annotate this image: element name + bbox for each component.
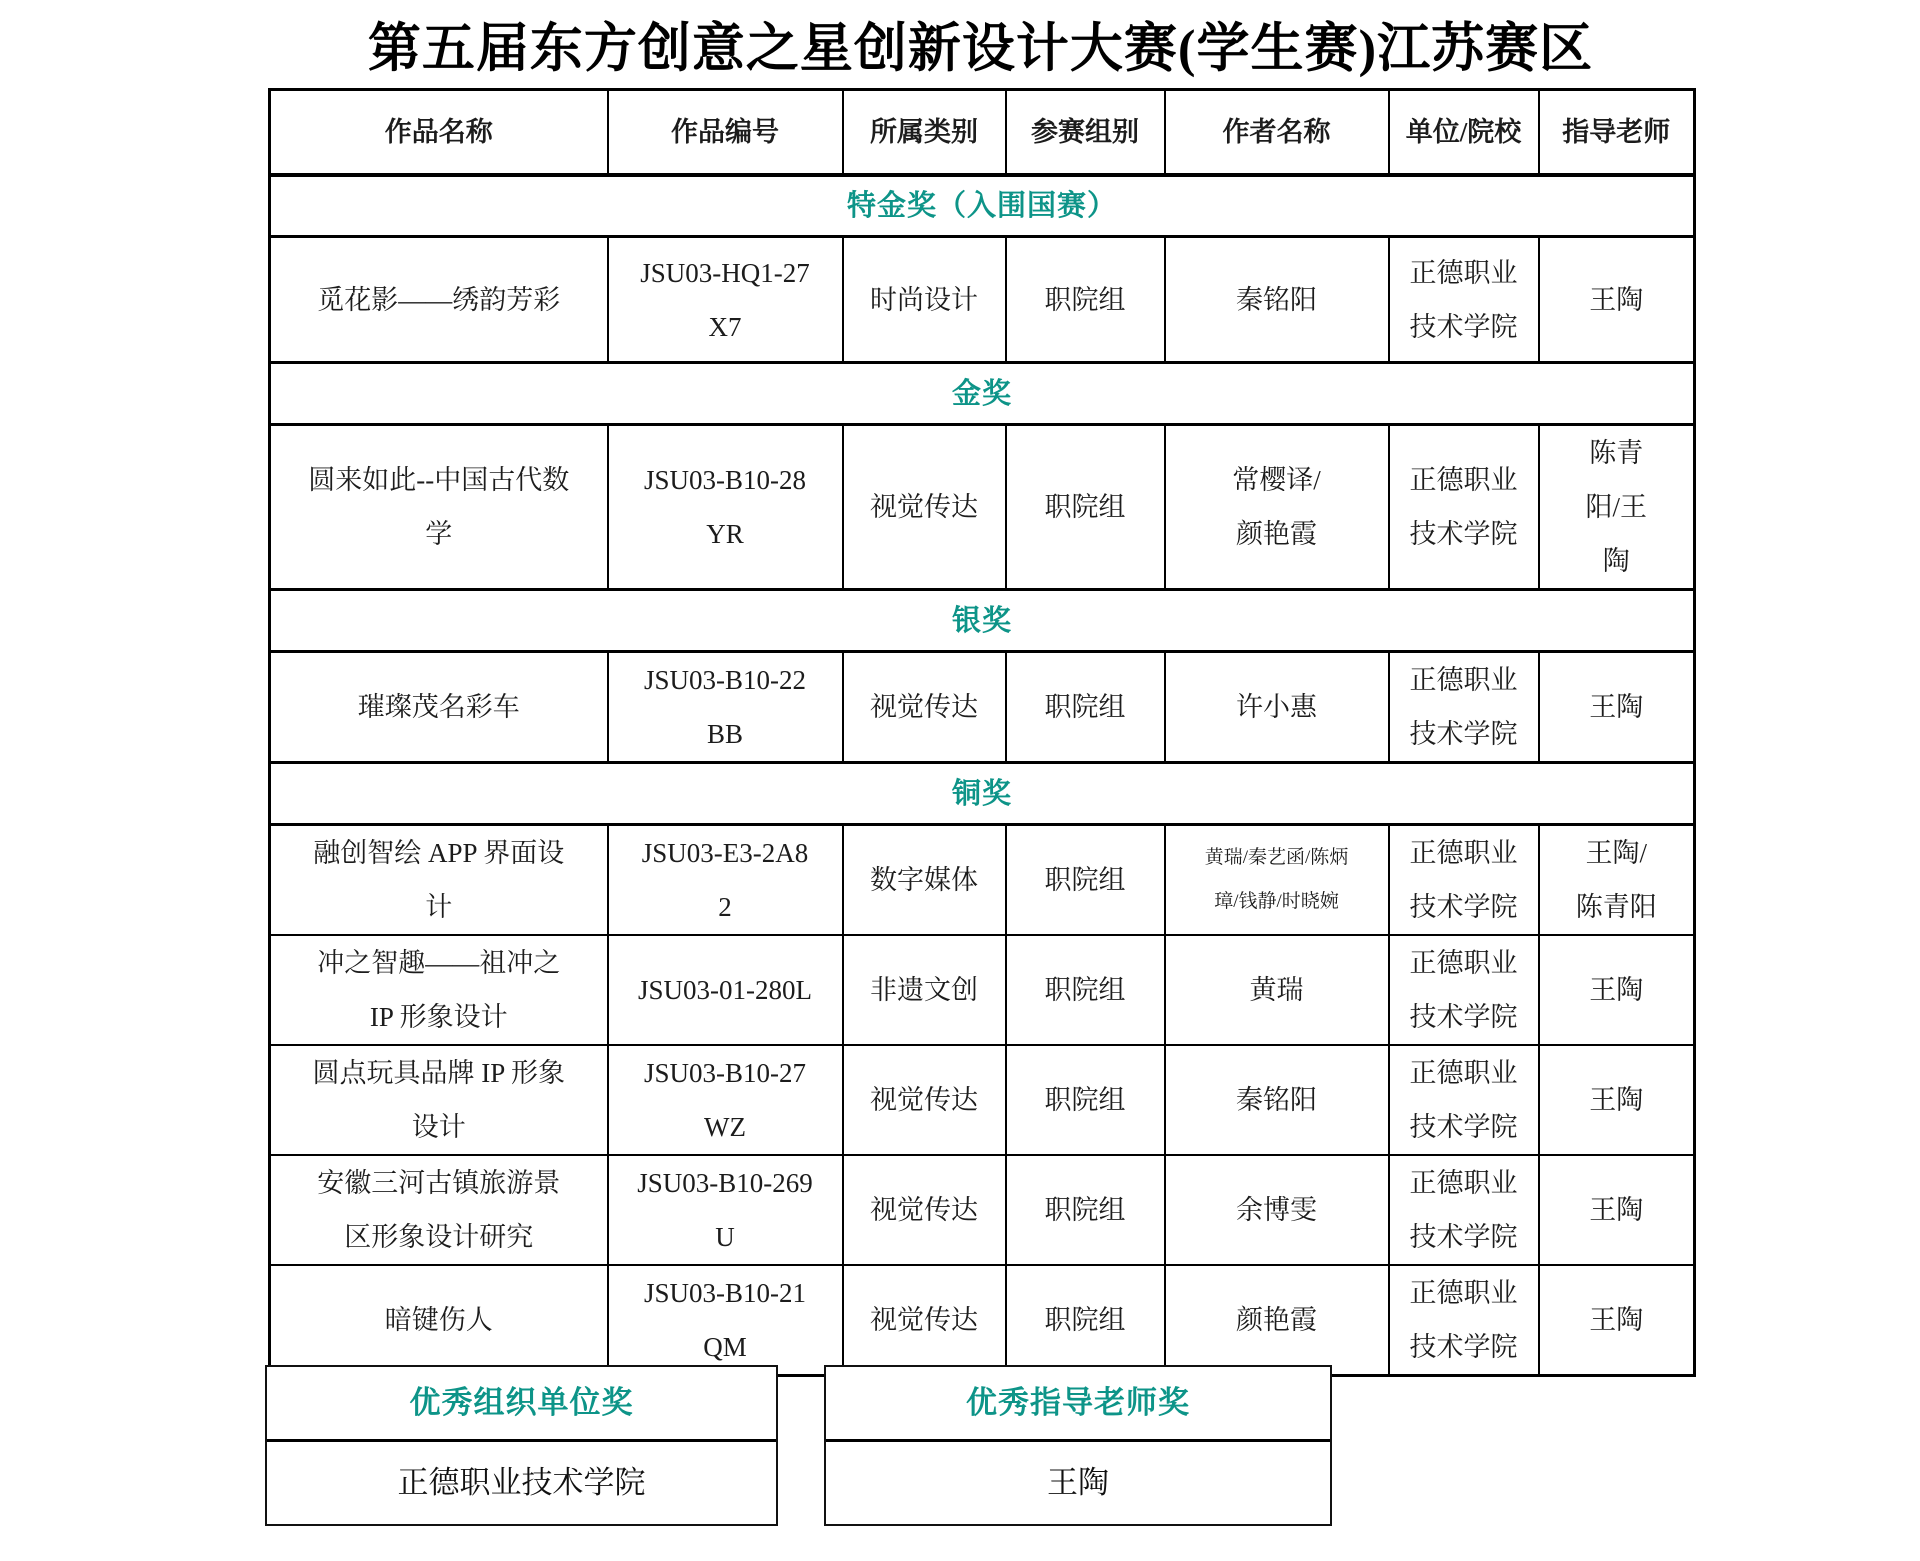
cell-group: 职院组 (1006, 1045, 1165, 1155)
cell-work-code: JSU03-B10-28YR (608, 425, 843, 590)
cell-group: 职院组 (1006, 237, 1165, 363)
table-row (270, 1265, 1695, 1376)
excellent-teacher-award-title: 优秀指导老师奖 (826, 1367, 1330, 1442)
cell-category: 非遗文创 (843, 935, 1006, 1045)
cell-category: 视觉传达 (843, 652, 1006, 763)
cell-advisors: 陈青阳/王陶 (1539, 425, 1695, 590)
cell-school: 正德职业技术学院 (1389, 935, 1539, 1045)
cell-work-name: 觅花影——绣韵芳彩 (270, 237, 608, 363)
cell-advisors: 王陶 (1539, 237, 1695, 363)
column-header: 作品编号 (608, 90, 843, 175)
column-header: 指导老师 (1539, 90, 1695, 175)
cell-authors: 许小惠 (1165, 652, 1389, 763)
cell-work-code: JSU03-B10-21QM (608, 1265, 843, 1376)
award-section-row (270, 363, 1695, 425)
excellent-teacher-award-box (824, 1365, 1332, 1526)
cell-work-name: 璀璨茂名彩车 (270, 652, 608, 763)
cell-work-name: 圆点玩具品牌 IP 形象设计 (270, 1045, 608, 1155)
column-header: 作者名称 (1165, 90, 1389, 175)
cell-school: 正德职业技术学院 (1389, 1155, 1539, 1265)
column-header: 作品名称 (270, 90, 608, 175)
cell-category: 视觉传达 (843, 1155, 1006, 1265)
cell-school: 正德职业技术学院 (1389, 1045, 1539, 1155)
cell-authors: 黄瑞 (1165, 935, 1389, 1045)
cell-authors: 秦铭阳 (1165, 1045, 1389, 1155)
award-section-label: 银奖 (270, 590, 1695, 652)
cell-school: 正德职业技术学院 (1389, 1265, 1539, 1376)
cell-work-code: JSU03-B10-27WZ (608, 1045, 843, 1155)
cell-category: 时尚设计 (843, 237, 1006, 363)
table-row (270, 1045, 1695, 1155)
award-section-row (270, 590, 1695, 652)
page-title: 第五届东方创意之星创新设计大赛(学生赛)江苏赛区 (367, 20, 1594, 78)
table-row (270, 1155, 1695, 1265)
table-row (270, 825, 1695, 936)
column-header: 参赛组别 (1006, 90, 1165, 175)
cell-work-name: 安徽三河古镇旅游景区形象设计研究 (270, 1155, 608, 1265)
cell-work-name: 冲之智趣——祖冲之 IP 形象设计 (270, 935, 608, 1045)
table-row (270, 652, 1695, 763)
awards-table (268, 88, 1696, 1377)
award-section-label: 特金奖（入围国赛） (270, 175, 1695, 237)
cell-authors: 黄瑞/秦艺函/陈炳璋/钱静/时晓婉 (1165, 825, 1389, 936)
cell-group: 职院组 (1006, 1265, 1165, 1376)
cell-advisors: 王陶 (1539, 1265, 1695, 1376)
excellent-organization-award-recipient: 正德职业技术学院 (397, 1465, 646, 1500)
excellent-teacher-award-recipient: 王陶 (1047, 1465, 1109, 1500)
cell-advisors: 王陶 (1539, 1045, 1695, 1155)
cell-work-code: JSU03-HQ1-27X7 (608, 237, 843, 363)
cell-work-name: 暗键伤人 (270, 1265, 608, 1376)
cell-work-code: JSU03-B10-22BB (608, 652, 843, 763)
award-section-label: 铜奖 (270, 763, 1695, 825)
cell-authors: 常樱译/颜艳霞 (1165, 425, 1389, 590)
cell-authors: 余博雯 (1165, 1155, 1389, 1265)
excellent-organization-award-title: 优秀组织单位奖 (267, 1367, 776, 1442)
cell-category: 数字媒体 (843, 825, 1006, 936)
cell-work-name: 融创智绘 APP 界面设计 (270, 825, 608, 936)
cell-school: 正德职业技术学院 (1389, 425, 1539, 590)
cell-work-code: JSU03-E3-2A82 (608, 825, 843, 936)
cell-advisors: 王陶/陈青阳 (1539, 825, 1695, 936)
cell-category: 视觉传达 (843, 1265, 1006, 1376)
cell-group: 职院组 (1006, 425, 1165, 590)
table-row (270, 425, 1695, 590)
cell-advisors: 王陶 (1539, 652, 1695, 763)
cell-work-code: JSU03-B10-269U (608, 1155, 843, 1265)
column-header: 单位/院校 (1389, 90, 1539, 175)
cell-group: 职院组 (1006, 935, 1165, 1045)
cell-group: 职院组 (1006, 825, 1165, 936)
cell-group: 职院组 (1006, 1155, 1165, 1265)
cell-category: 视觉传达 (843, 425, 1006, 590)
award-section-row (270, 763, 1695, 825)
cell-work-code: JSU03-01-280L (608, 935, 843, 1045)
cell-work-name: 圆来如此--中国古代数学 (270, 425, 608, 590)
table-header-row (270, 90, 1695, 175)
table-row (270, 935, 1695, 1045)
table-row (270, 237, 1695, 363)
cell-category: 视觉传达 (843, 1045, 1006, 1155)
cell-authors: 秦铭阳 (1165, 237, 1389, 363)
cell-authors: 颜艳霞 (1165, 1265, 1389, 1376)
cell-group: 职院组 (1006, 652, 1165, 763)
excellent-organization-award-box (265, 1365, 778, 1526)
cell-school: 正德职业技术学院 (1389, 652, 1539, 763)
column-header: 所属类别 (843, 90, 1006, 175)
cell-school: 正德职业技术学院 (1389, 237, 1539, 363)
award-section-label: 金奖 (270, 363, 1695, 425)
cell-school: 正德职业技术学院 (1389, 825, 1539, 936)
award-section-row (270, 175, 1695, 237)
cell-advisors: 王陶 (1539, 935, 1695, 1045)
cell-advisors: 王陶 (1539, 1155, 1695, 1265)
